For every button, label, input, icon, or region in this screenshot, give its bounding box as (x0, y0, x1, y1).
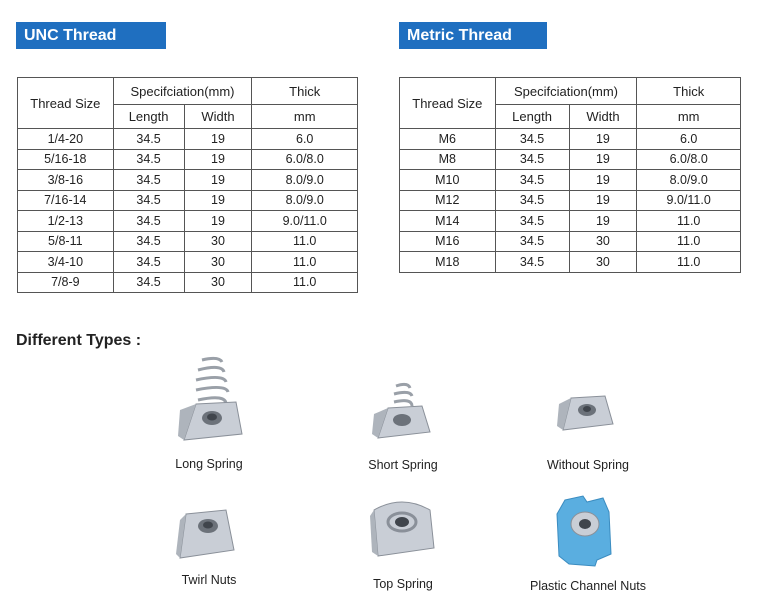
length-cell: 34.5 (113, 252, 184, 273)
length-cell: 34.5 (113, 129, 184, 150)
short-spring-nut-icon (318, 380, 488, 450)
thick-cell: 11.0 (637, 211, 741, 232)
table-row (18, 170, 358, 191)
thread-size-cell: 5/16-18 (18, 149, 114, 170)
thread-size-cell: 3/8-16 (18, 170, 114, 191)
width-cell: 19 (569, 211, 637, 232)
width-cell: 19 (184, 149, 252, 170)
table-row (18, 231, 358, 252)
plastic-channel-nut-image (503, 494, 673, 570)
thick-cell: 11.0 (252, 231, 358, 252)
thick-cell: 11.0 (252, 252, 358, 273)
width-cell: 30 (184, 252, 252, 273)
twirl-nuts-label: Twirl Nuts (181, 573, 237, 587)
width-cell: 19 (184, 170, 252, 191)
mm-header: mm (252, 105, 358, 129)
width-header: Width (569, 105, 637, 129)
thread-size-cell: 5/8-11 (18, 231, 114, 252)
length-cell: 34.5 (113, 190, 184, 211)
width-cell: 30 (569, 252, 637, 273)
thread-size-cell: 1/4-20 (18, 129, 114, 150)
length-cell: 34.5 (495, 170, 569, 191)
thick-cell: 8.0/9.0 (252, 170, 358, 191)
length-cell: 34.5 (113, 211, 184, 232)
table-row (400, 129, 741, 150)
plastic-channel-nuts-label: Plastic Channel Nuts (529, 579, 647, 593)
short-spring-label: Short Spring (368, 458, 438, 472)
length-cell: 34.5 (113, 231, 184, 252)
plastic-channel-nut-icon (503, 494, 673, 570)
table-row (400, 252, 741, 273)
unc-thread-title: UNC Thread (24, 27, 117, 44)
specification-header: Specifciation(mm) (495, 78, 637, 105)
thread-size-header: Thread Size (400, 78, 496, 129)
top-spring-nut-icon (318, 490, 488, 570)
thick-cell: 6.0/8.0 (637, 149, 741, 170)
length-cell: 34.5 (495, 231, 569, 252)
length-cell: 34.5 (495, 190, 569, 211)
width-cell: 19 (569, 129, 637, 150)
top-spring-nut-image (318, 490, 488, 570)
table-row (18, 252, 358, 273)
table-row (400, 211, 741, 232)
without-spring-nut-image (503, 390, 673, 450)
length-cell: 34.5 (113, 170, 184, 191)
width-cell: 19 (184, 129, 252, 150)
thread-size-cell: 7/8-9 (18, 272, 114, 293)
thread-size-cell: M14 (400, 211, 496, 232)
thick-header: Thick (637, 78, 741, 105)
thick-cell: 8.0/9.0 (637, 170, 741, 191)
twirl-nut-image (124, 500, 294, 570)
thick-cell: 11.0 (637, 231, 741, 252)
short-spring-nut-image (318, 380, 488, 450)
width-cell: 19 (569, 149, 637, 170)
table-row (18, 129, 358, 150)
width-cell: 19 (569, 170, 637, 191)
length-cell: 34.5 (495, 149, 569, 170)
width-cell: 19 (184, 211, 252, 232)
length-cell: 34.5 (495, 211, 569, 232)
thick-cell: 9.0/11.0 (252, 211, 358, 232)
without-spring-label: Without Spring (547, 458, 629, 472)
width-cell: 30 (184, 272, 252, 293)
length-cell: 34.5 (495, 129, 569, 150)
different-types-title: Different Types : (16, 332, 142, 349)
twirl-nut-icon (124, 500, 294, 570)
specification-header: Specifciation(mm) (113, 78, 252, 105)
thick-cell: 11.0 (637, 252, 741, 273)
width-cell: 30 (569, 231, 637, 252)
unc-thread-table (17, 77, 358, 293)
table-row (400, 190, 741, 211)
length-cell: 34.5 (113, 149, 184, 170)
thick-cell: 8.0/9.0 (252, 190, 358, 211)
thick-cell: 9.0/11.0 (637, 190, 741, 211)
thread-size-cell: M8 (400, 149, 496, 170)
long-spring-nut-image (124, 348, 294, 448)
thread-size-header: Thread Size (18, 78, 114, 129)
thread-size-cell: M16 (400, 231, 496, 252)
length-header: Length (495, 105, 569, 129)
width-cell: 19 (184, 190, 252, 211)
length-header: Length (113, 105, 184, 129)
thread-size-cell: M12 (400, 190, 496, 211)
table-row (400, 149, 741, 170)
thick-cell: 11.0 (252, 272, 358, 293)
top-spring-label: Top Spring (373, 577, 433, 591)
thread-size-cell: M18 (400, 252, 496, 273)
thread-size-cell: M10 (400, 170, 496, 191)
width-header: Width (184, 105, 252, 129)
thread-size-cell: 7/16-14 (18, 190, 114, 211)
length-cell: 34.5 (113, 272, 184, 293)
table-row (18, 149, 358, 170)
table-row (18, 211, 358, 232)
metric-thread-banner (399, 22, 547, 49)
long-spring-label: Long Spring (175, 457, 243, 471)
length-cell: 34.5 (495, 252, 569, 273)
thread-size-cell: 3/4-10 (18, 252, 114, 273)
table-row (18, 190, 358, 211)
table-row (18, 272, 358, 293)
unc-thread-banner (16, 22, 166, 49)
thick-cell: 6.0 (252, 129, 358, 150)
width-cell: 30 (184, 231, 252, 252)
long-spring-nut-icon (124, 348, 294, 448)
plain-channel-nut-icon (503, 390, 673, 450)
width-cell: 19 (569, 190, 637, 211)
thick-cell: 6.0/8.0 (252, 149, 358, 170)
metric-thread-title: Metric Thread (407, 27, 512, 44)
table-row (400, 231, 741, 252)
thread-size-cell: 1/2-13 (18, 211, 114, 232)
table-row (400, 170, 741, 191)
mm-header: mm (637, 105, 741, 129)
thick-cell: 6.0 (637, 129, 741, 150)
thread-size-cell: M6 (400, 129, 496, 150)
thick-header: Thick (252, 78, 358, 105)
metric-thread-table (399, 77, 741, 273)
